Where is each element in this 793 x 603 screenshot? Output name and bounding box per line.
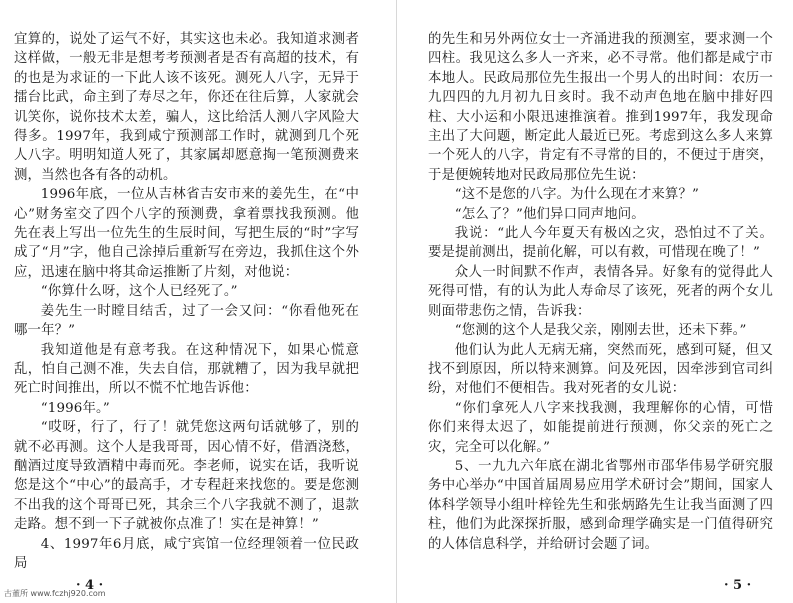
paragraph: “这不是您的八字。为什么现在才来算？” (454, 187, 699, 203)
paragraph: 众人一时间默不作声，表情各异。好象有的觉得此人死得可惜，有的认为此人寿命尽了该死，死者的两个女儿则面带悲伤之情，告诉我： (428, 264, 773, 319)
page-number-right: · 5 · (724, 578, 752, 593)
paragraph: 4、1997年6月底，咸宁宾馆一位经理领着一位民政局 (14, 536, 359, 571)
paragraph: “你们拿死人八字来找我测，我理解你的心情，可惜你们来得太迟了，如能提前进行预测，你父亲的死亡之灾，完全可以化解。” (428, 400, 773, 455)
paragraph: “1996年。” (40, 400, 110, 416)
paragraph: 姜先生一时瞠目结舌，过了一会又问：“你看他死在哪一年？” (14, 303, 359, 339)
paragraph: “哎呀，行了，行了！就凭您这两句话就够了，别的就不必再测。这个人是我哥哥，因心情不好，借酒浇愁，酗酒过度导致酒精中毒而死。李老师，说实在话，我听说您是这个“中心”的最高手，才专程赶来找您的。要是您测不出我的这个哥哥已死，其余三个八字我就不测了，退款走路。想不到一下子就被你点准了！实在是神算！” (14, 420, 359, 533)
paragraph: 1996年底，一位从吉林省吉安市来的姜先生，在“中心”财务室交了四个八字的预测费，拿着票找我预测。他先在表上写出一位先生的生辰时间，写把生辰的“时”字写成了“月”字，他自己涂掉后重新写在旁边，我抓住这个外应，迅速在脑中将其命运推断了片刻，对他说： (14, 187, 359, 280)
paragraph: “你算什么呀，这个人已经死了。” (40, 284, 238, 300)
left-page (14, 30, 359, 573)
paragraph: 我知道他是有意考我。在这种情况下，如果心慌意乱，怕自己测不准，失去自信，那就糟了，因为我早就把死亡时间推出，所以不慌不忙地告诉他： (14, 342, 359, 397)
paragraph: 的先生和另外两位女士一齐涌进我的预测室，要求测一个四柱。我见这么多人一齐来，必不寻常。他们都是咸宁市本地人。民政局那位先生报出一个男人的出时间：农历一九四四的九月初九日亥时。我不动声色地在脑中排好四柱、大小运和小限迅速推演着。推到1997年，我发现命主出了大问题，断定此人最近已死。考虑到这么多人来算一个死人的八字，肯定有不寻常的目的，不便过于唐突，于是便婉转地对民政局那位先生说： (428, 32, 773, 183)
page-gutter (396, 0, 397, 603)
right-page (428, 30, 773, 554)
paragraph: “怎么了？”他们异口同声地问。 (454, 206, 645, 222)
paragraph: 我说：“此人今年夏天有极凶之灾，恐怕过不了关。要是提前测出，提前化解，可以有救，可惜现在晚了！” (428, 226, 773, 261)
paragraph: “您测的这个人是我父亲，刚刚去世，还未下葬。” (454, 323, 747, 339)
page-number-left: · 4 · (76, 578, 104, 593)
paragraph: 宜算的，说处了运气不好，其实这也未必。我知道求测者这样做，一般无非是想考考预测者是否有高超的技术，有的也是为求证的一下此人该不该死。测死人八字，无异于擂台比武，命主到了寿尽之年，你还在往后算，人家就会讥笑你，说你技术太差，骗人，这比给活人测八字风险大得多。1997年，我到咸宁预测部工作时，就测到几个死人八字。明明知道人死了，其家属却愿意掏一笔预测费来测，当然也各有各的动机。 (14, 32, 359, 183)
paragraph: 他们认为此人无病无痛，突然而死，感到可疑，但又找不到原因，所以特来测算。问及死因，因牵涉到官司纠纷，对他们不便相告。我对死者的女儿说： (428, 342, 773, 397)
site-watermark: 古董所 www.fczhj920.com (4, 589, 106, 598)
paragraph: 5、一九九六年底在湖北省鄂州市邵华伟易学研究服务中心举办“中国首届周易应用学术研讨会”期间，国家人体科学领导小组叶梓铨先生和张炳路先生让我当面测了四柱，他们为此深探折服，感到命理学确实是一门值得研究的人体信息科学，并给研讨会题了词。 (428, 458, 773, 552)
